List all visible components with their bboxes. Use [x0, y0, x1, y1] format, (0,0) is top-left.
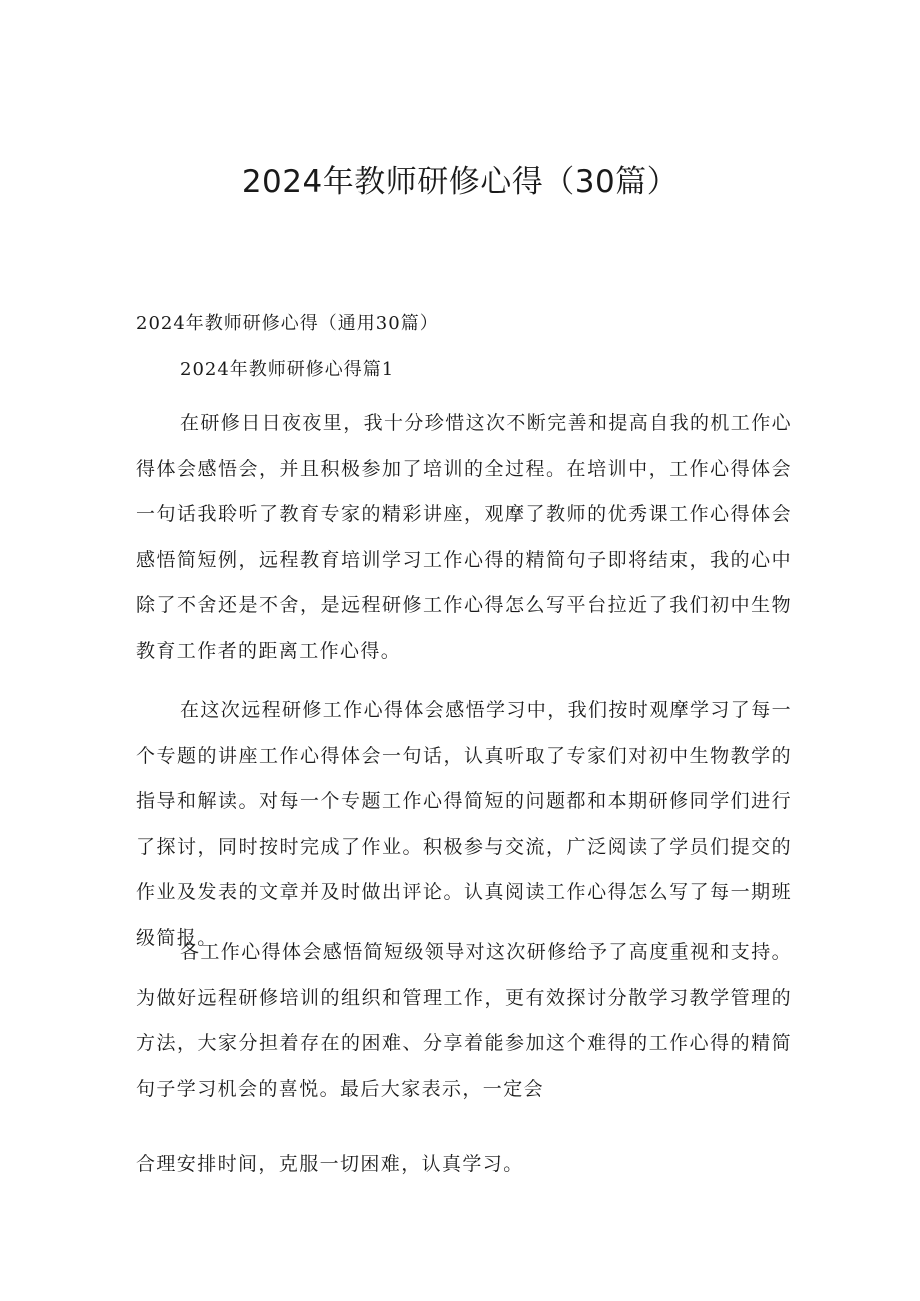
body-paragraph-2: 在这次远程研修工作心得体会感悟学习中，我们按时观摩学习了每一个专题的讲座工作心得体会一句话，认真听取了专家们对初中生物教学的指导和解读。对每一个专题工作心得简短的问题都和本期研修同学们进行了探讨，同时按时完成了作业。积极参与交流，广泛阅读了学员们提交的作业及发表的文章并及时做出评论。认真阅读工作心得怎么写了每一期班级简报。 — [136, 699, 793, 949]
body-paragraph-1: 在研修日日夜夜里，我十分珍惜这次不断完善和提高自我的机工作心得体会感悟会，并且积极参加了培训的全过程。在培训中，工作心得体会一句话我聆听了教育专家的精彩讲座，观摩了教师的优秀课工作心得体会感悟简短例，远程教育培训学习工作心得的精简句子即将结束，我的心中除了不舍还是不舍，是远程研修工作心得怎么写平台拉近了我们初中生物教育工作者的距离工作心得。 — [136, 412, 793, 662]
document-subtitle: 2024年教师研修心得（通用30篇） — [136, 313, 439, 334]
section-heading: 2024年教师研修心得篇1 — [180, 359, 395, 380]
document-title: 2024年教师研修心得（30篇） — [241, 164, 679, 200]
continuation-text: 合理安排时间，克服一切困难，认真学习。 — [136, 1153, 524, 1175]
body-paragraph-3: 各工作心得体会感悟简短级领导对这次研修给予了高度重视和支持。为做好远程研修培训的组织和管理工作，更有效探讨分散学习教学管理的方法，大家分担着存在的困难、分享着能参加这个难得的工作心得的精简句子学习机会的喜悦。最后大家表示，一定会 — [136, 941, 793, 1100]
